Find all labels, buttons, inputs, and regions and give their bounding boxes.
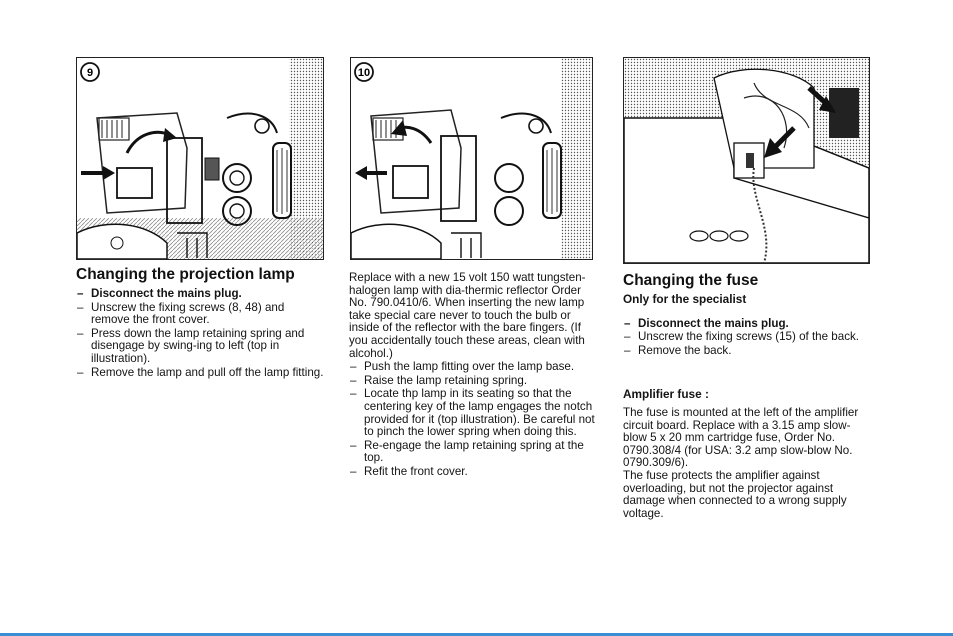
list-item: – Push the lamp fitting over the lamp base.: [349, 361, 599, 374]
list-item: – Disconnect the mains plug.: [623, 318, 873, 331]
list-item: – Refit the front cover.: [349, 466, 599, 479]
amplifier-fuse-heading: Amplifier fuse :: [623, 387, 709, 402]
fuse-steps-list: [623, 318, 873, 358]
list-item: – Re-engage the lamp retaining spring at the top.: [349, 440, 599, 465]
fuse-protection-note: The fuse protects the amplifier against overloading, but not the projector against damage when connected to a wrong supply voltage.: [623, 468, 847, 520]
list-item: – Remove the lamp and pull off the lamp fitting.: [76, 367, 326, 380]
replace-steps-list: [349, 361, 599, 478]
lamp-change-column: [76, 266, 326, 380]
fuse-change-column: [623, 272, 873, 520]
specialist-note: Only for the specialist: [623, 292, 747, 306]
lamp-insertion-illustration: [350, 57, 593, 260]
section-title: Changing the fuse: [623, 272, 759, 289]
list-item: – Raise the lamp retaining spring.: [349, 375, 599, 388]
lamp-removal-illustration: [76, 57, 324, 260]
list-item: – Disconnect the mains plug.: [76, 288, 326, 301]
figure-number-label: 9: [86, 67, 94, 79]
lamp-replace-column: [349, 272, 599, 480]
list-item: – Remove the back.: [623, 345, 873, 358]
lamp-steps-list: [76, 288, 326, 379]
list-item: – Locate thp lamp in its seating so that the centering key of the lamp engages the notch provided for it (top illustration). Be careful not to pinch the lower spring when doing this.: [349, 388, 599, 438]
figure-number-label: 10: [357, 67, 371, 79]
fuse-location-illustration: [623, 57, 870, 264]
amplifier-fuse-text: The fuse is mounted at the left of the amplifier circuit board. Replace with a 3.15 amp slow-blow 5 x 20 mm cartridge fuse, Order No. 0790.308/4 (for USA: 3.2 amp slow-blow No. 0790.309/6).: [623, 405, 859, 470]
replace-intro-text: Replace with a new 15 volt 150 watt tungsten-halogen lamp with dia-thermic reflector Order No. 790.0410/6. When inserting the new lamp take special care never to touch the bulb or inside of the reflector with the bare fingers. (If you accidentally touch these areas, clean with alcohol.): [349, 271, 586, 360]
list-item: – Unscrew the fixing screws (8, 48) and remove the front cover.: [76, 302, 326, 327]
list-item: – Unscrew the fixing screws (15) of the back.: [623, 331, 873, 344]
section-title: Changing the projection lamp: [76, 266, 295, 283]
list-item: – Press down the lamp retaining spring and disengage by swing-ing to left (top in illustration).: [76, 328, 326, 366]
